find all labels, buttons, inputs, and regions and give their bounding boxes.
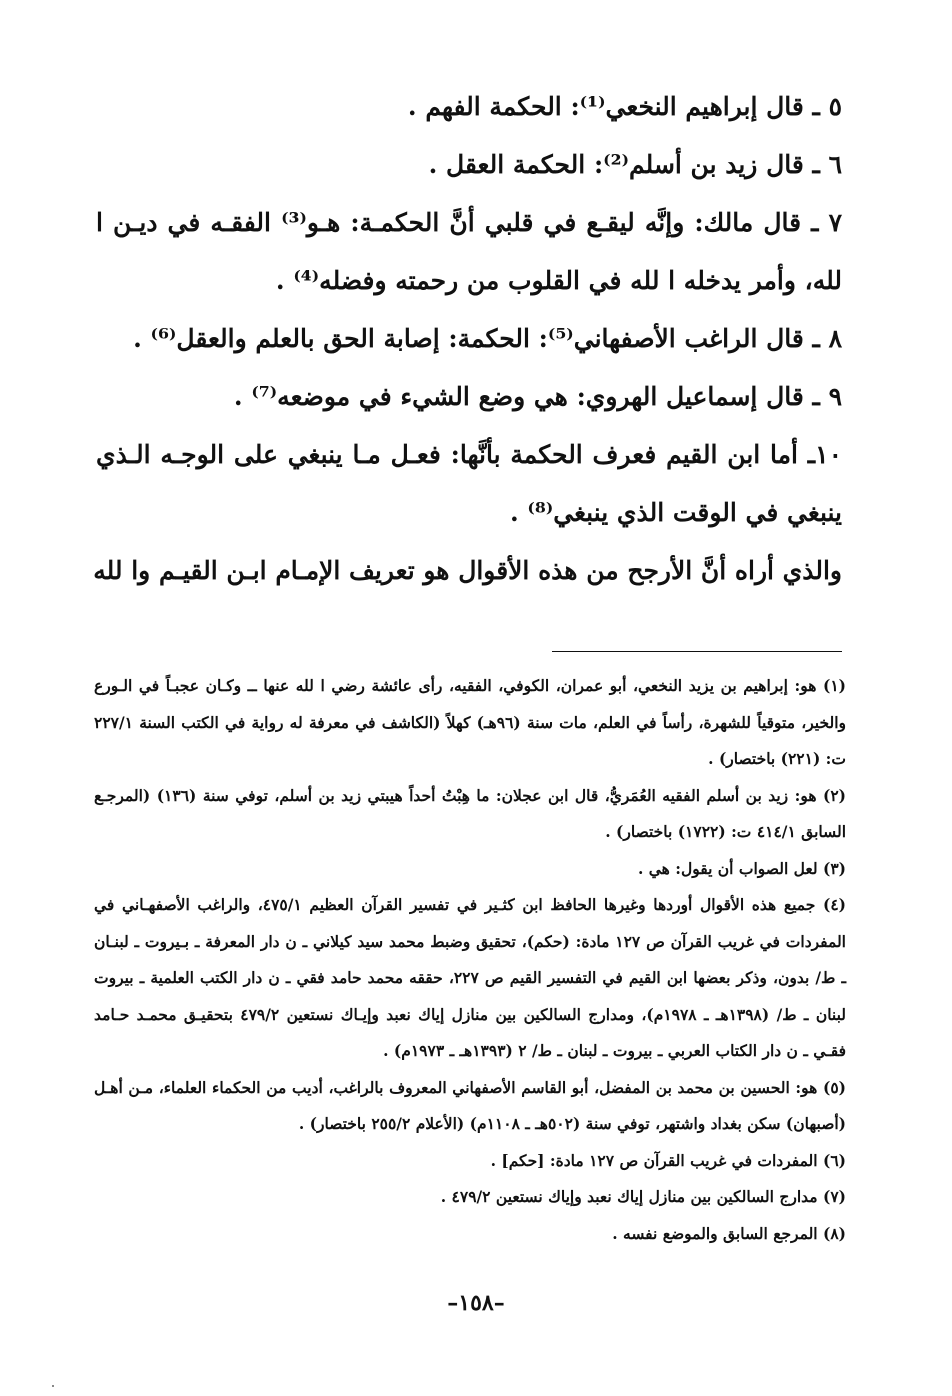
footnote-7: (٧) مدارج السالكين بين منازل إياك نعبد وإياك نستعين ٤٧٩/٢ . [440, 1187, 846, 1206]
paragraph-conclusion: والذي أراه أنَّ الأرجح من هذه الأقوال هو تعريف الإمـام ابـن القيـم وا لله [93, 556, 842, 585]
paragraph-definition-9: ٩ ـ قال إسماعيل الهروي: هي وضع الشيء في موضعه⁽⁷⁾ . [233, 382, 842, 411]
main-text-block [93, 78, 842, 600]
footnotes-block [94, 668, 846, 1252]
paragraph-definition-8: ٨ ـ قال الراغب الأصفهاني⁽⁵⁾: الحكمة: إصابة الحق بالعلم والعقل⁽⁶⁾ . [133, 324, 842, 353]
paragraph-definition-10: ١٠ـ أما ابن القيم فعرف الحكمة بأنَّها: فعـل مـا ينبغي على الوجـه الـذي ينبغي في الوقت الذي ينبغي⁽⁸⁾ . [96, 440, 842, 527]
footnote-divider [552, 651, 842, 652]
footnote-4: (٤) جميع هذه الأقوال أوردها وغيرها الحافظ ابن كثـير في تفسير القرآن العظيم ٤٧٥/١، والراغب الأصفهـاني في المفردات في غريب القرآن ص ١٢٧ مادة: (حكم)، تحقيق وضبط محمد سيد كيلاني ـ ن دار المعرفة ـ بـيروت ـ لبنـان ـ ط/ بدون، وذكر بعضها ابن القيم في التفسير القيم ص ٢٢٧، حققه محمد حامد فقي ـ ن دار الكتب العلمية ـ بيروت لبنان ـ ط/ (١٣٩٨هـ ـ ١٩٧٨م)، ومدارج السالكين بين منازل إياك نعبد وإيـاك نستعين ٤٧٩/٢ بتحقيـق محمـد حـامد فقـي ـ ن دار الكتاب العربي ـ بيروت ـ لبنان ـ ط/ ٢ (١٣٩٣هـ ـ ١٩٧٣م) . [94, 895, 847, 1060]
footnote-8: (٨) المرجع السابق والموضع نفسه . [612, 1223, 846, 1243]
page-number: –١٥٨– [447, 1290, 505, 1316]
footnote-6: (٦) المفردات في غريب القرآن ص ١٢٧ مادة: [حكم] . [490, 1150, 846, 1170]
footnote-3: (٣) لعل الصواب أن يقول: هي . [637, 858, 846, 878]
footnote-2: (٢) هو: زيد بن أسلم الفقيه العُمَريُّ، قال ابن عجلان: ما هِبْتُ أحداً هيبتي زيد بن أسلم، توفي سنة (١٣٦) (المرجـع السابق ٤١٤/١ ت: (١٧٢٢) باختصار) . [94, 785, 846, 841]
paragraph-definition-5: ٥ ـ قال إبراهيم النخعي⁽¹⁾: الحكمة الفهم . [407, 92, 842, 121]
footnote-1: (١) هو: إبراهيم بن يزيد النخعي، أبو عمران، الكوفي، الفقيه، رأى عائشة رضي ا لله عنها ــ وكـان عجبـاً في الـورع والخير، متوقياً للشهرة، رأساً في العلم، مات سنة (٩٦هـ) كهلاً (الكاشف في معرفة له رواية في الكتب السنة ٢٢٧/١ ت: (٢٢١) باختصار) . [94, 676, 847, 768]
paragraph-definition-7: ٧ ـ قال مالك: وإنَّه ليقـع في قلبي أنَّ الحكمـة: هـو⁽³⁾ الفقـه في ديـن ا لله، وأمر يدخله ا لله في القلوب من رحمته وفضله⁽⁴⁾ . [96, 208, 842, 295]
footnote-5: (٥) هو: الحسين بن محمد بن المفضل، أبو القاسم الأصفهاني المعروف بالراغب، أديب من الحكماء العلماء، مـن أهـل (أصبهان) سكن بغداد واشتهر، توفي سنة (٥٠٢هـ ـ ١١٠٨م) (الأعلام ٢٥٥/٢ باختصار) . [94, 1077, 846, 1133]
scan-speck [52, 1385, 54, 1387]
paragraph-definition-6: ٦ ـ قال زيد بن أسلم⁽²⁾: الحكمة العقل . [428, 150, 842, 179]
